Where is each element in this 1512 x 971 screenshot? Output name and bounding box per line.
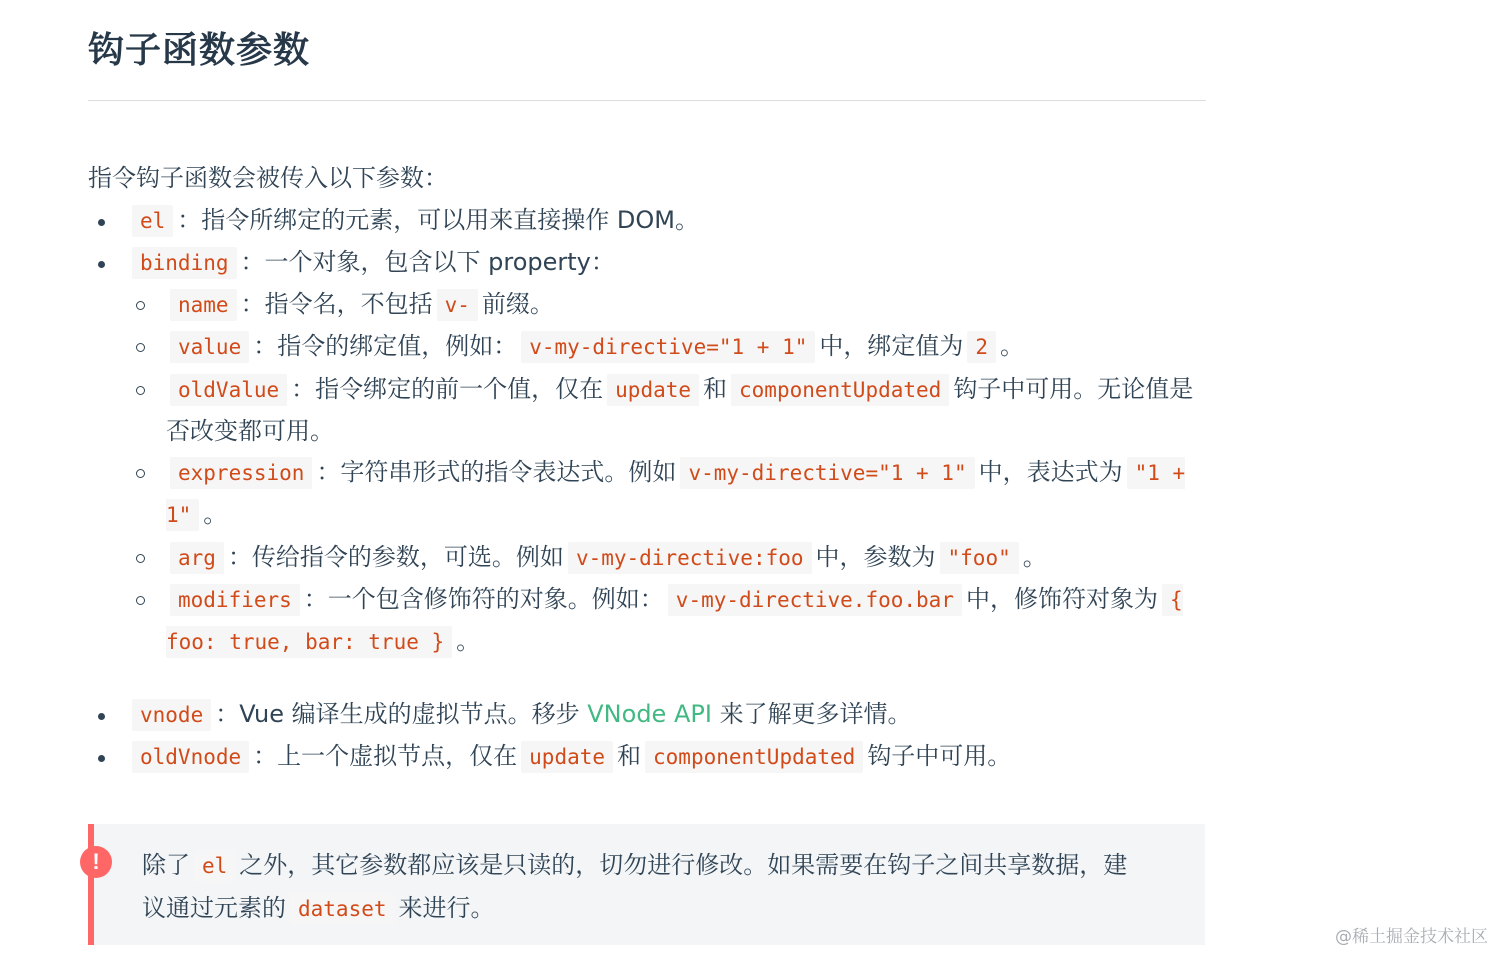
expression-desc: ：字符串形式的指令表达式。例如 [316,458,677,487]
oldvalue-desc: ：指令绑定的前一个值，仅在 [291,374,604,403]
arg-desc-mid: 中，参数为 [815,542,936,571]
code-vnode: vnode [132,699,211,731]
sublist-item-oldvalue [166,369,1208,453]
param-list [88,200,1208,778]
code-binding: binding [132,247,237,279]
code-tip-el: el [194,850,235,882]
binding-desc: ：一个对象，包含以下 property： [240,248,615,276]
code-componentupdated: componentUpdated [731,374,949,406]
code-arg: arg [170,542,224,574]
watermark: @稀土掘金技术社区 [1335,927,1488,947]
code-expression-result: "1 + 1" [166,457,1185,531]
modifiers-desc: ：一个包含修饰符的对象。例如： [303,585,664,614]
list-item-binding [128,242,1208,694]
modifiers-desc-mid: 中，修饰符对象为 [965,585,1158,614]
sublist-item-arg [166,537,1208,579]
sublist-item-expression [166,452,1208,537]
code-el: el [132,205,173,237]
oldvnode-desc: ：上一个虚拟节点，仅在 [253,741,518,770]
expression-desc-end: 。 [203,500,228,529]
code-v-prefix: v- [437,289,478,321]
sublist-item-value [166,326,1208,368]
name-desc-end: 前缀。 [481,290,554,318]
tip-text-mid: 之外，其它参数都应该是只读的，切勿进行修改。如果需要在钩子之间共享数据，建议通过元素的 [142,851,1128,922]
code-modifiers-result: { foo: true, bar: true } [166,584,1183,658]
oldvnode-desc-end: 钩子中可用。 [867,741,1012,770]
modifiers-desc-end: 。 [456,627,481,656]
oldvalue-desc-mid: 和 [703,374,728,403]
code-value-example: v-my-directive="1 + 1" [521,331,815,363]
code-modifiers: modifiers [170,584,300,616]
vnode-api-link[interactable]: VNode API [587,699,712,728]
binding-sublist [128,284,1208,664]
list-item-el [128,200,1208,242]
page-title: 钩子函数参数 [88,30,311,71]
sublist-item-modifiers [166,579,1208,664]
code-update: update [607,374,699,406]
arg-desc-end: 。 [1022,542,1047,571]
code-name: name [170,289,237,321]
vnode-desc-end: 来了解更多详情。 [719,699,912,728]
code-value: value [170,331,249,363]
code-oldvnode: oldVnode [132,741,249,773]
tip-text-end: 来进行。 [398,894,495,922]
arg-desc: ：传给指令的参数，可选。例如 [227,542,564,571]
danger-tip [88,824,1205,945]
expression-desc-mid: 中，表达式为 [978,458,1123,487]
oldvalue-desc-end: 钩子中可用。无论值是否改变都可用。 [166,374,1194,445]
exclamation-icon: ! [80,846,112,878]
tip-text-start: 除了 [142,851,190,879]
value-desc-end: 。 [1000,332,1025,361]
code-componentupdated-2: componentUpdated [645,741,863,773]
list-item-vnode [128,694,1208,736]
code-dataset: dataset [290,893,395,925]
code-update-2: update [521,741,613,773]
value-desc: ：指令的绑定值，例如： [253,332,518,361]
title-divider [88,100,1206,101]
code-expression-example: v-my-directive="1 + 1" [680,457,974,489]
name-desc: ：指令名，不包括 [240,290,433,318]
el-desc: ：指令所绑定的元素，可以用来直接操作 DOM。 [177,206,700,234]
sublist-item-name [166,284,1208,326]
tip-text [142,844,1142,930]
oldvnode-desc-mid: 和 [617,741,642,770]
vnode-desc: ：Vue 编译生成的虚拟节点。移步 [215,699,580,728]
list-spacer [128,664,1208,694]
code-arg-example: v-my-directive:foo [568,542,812,574]
code-modifiers-example: v-my-directive.foo.bar [668,584,962,616]
code-arg-result: "foo" [940,542,1019,574]
code-value-result: 2 [967,331,996,363]
code-expression: expression [170,457,312,489]
intro-text: 指令钩子函数会被传入以下参数： [88,164,448,192]
code-oldvalue: oldValue [170,374,287,406]
list-item-oldvnode [128,736,1208,778]
value-desc-mid: 中，绑定值为 [819,332,964,361]
